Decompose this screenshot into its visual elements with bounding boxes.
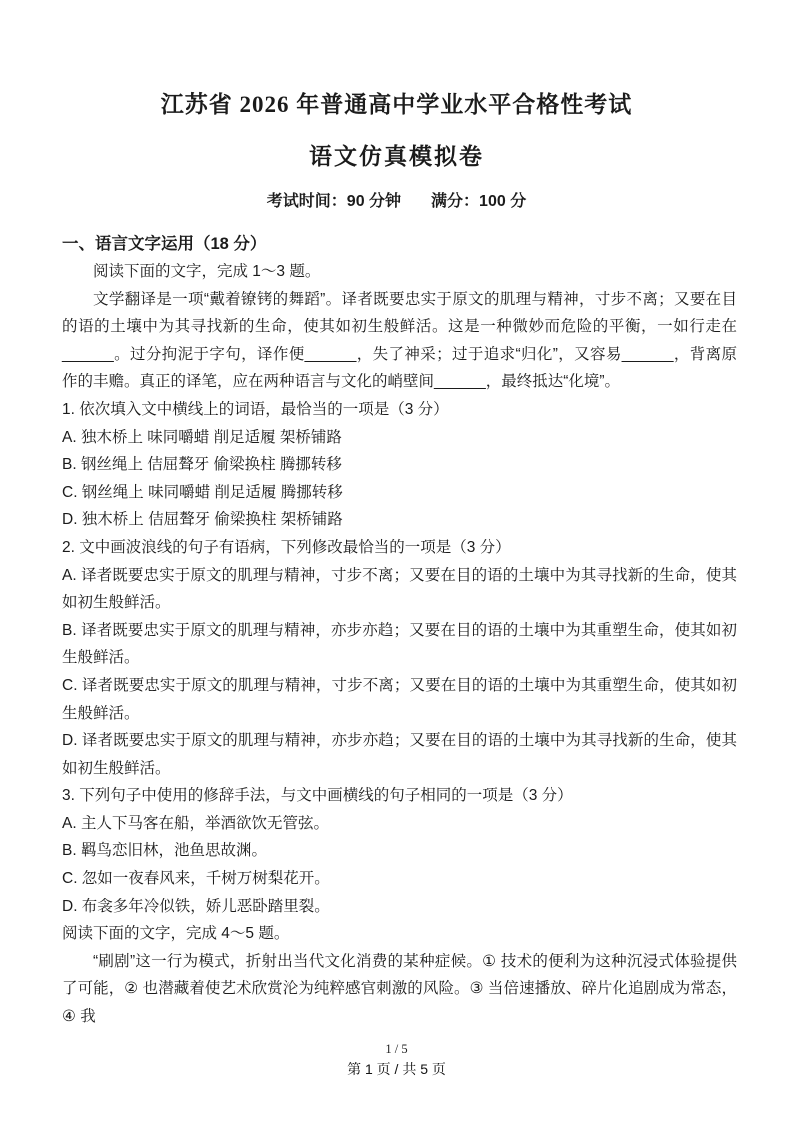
exam-time: 考试时间：90 分钟	[266, 193, 402, 210]
section-1-heading: 一、语言文字运用（18 分）	[62, 235, 267, 253]
question-3-option-b: B. 羁鸟恋旧林，池鱼思故渊。	[62, 842, 267, 860]
exam-header	[0, 0, 793, 213]
question-1-option-b: B. 钢丝绳上 佶屈聱牙 偷梁换柱 腾挪转移	[62, 456, 342, 474]
exam-meta	[0, 191, 793, 213]
page-fraction: 1 / 5	[385, 1041, 408, 1056]
question-2-stem: 2. 文中画波浪线的句子有语病，下列修改最恰当的一项是（3 分）	[62, 538, 511, 556]
page-subtitle: 语文仿真模拟卷	[309, 144, 484, 169]
passage-1: 文学翻译是一项“戴着镣铐的舞蹈”。译者既要忠实于原文的肌理与精神，寸步不离；又要在目的语的土壤中为其寻找新的生命，使其如初生般鲜活。这是一种微妙而危险的平衡，一如行走在______。过分拘泥于字句，译作便______，失了神采；过于追求“归化”，又容易______，背离原作的丰赡。真正的译笔，应在两种语言与文化的峭壁间______，最终抵达“化境”。	[62, 290, 737, 391]
reading-intro-2: 阅读下面的文字，完成 4～5 题。	[62, 925, 290, 943]
question-1-option-a: A. 独木桥上 味同嚼蜡 削足适履 架桥铺路	[62, 428, 342, 446]
question-3-option-a: A. 主人下马客在船，举酒欲饮无管弦。	[62, 814, 329, 832]
question-1-option-c: C. 钢丝绳上 味同嚼蜡 削足适履 腾挪转移	[62, 483, 343, 501]
exam-full-score: 满分：100 分	[431, 193, 527, 210]
question-3-option-d: D. 布衾多年冷似铁，娇儿恶卧踏里裂。	[62, 897, 330, 915]
exam-body	[62, 230, 737, 1031]
question-3-stem: 3. 下列句子中使用的修辞手法，与文中画横线的句子相同的一项是（3 分）	[62, 787, 573, 805]
page-footer	[0, 1043, 793, 1077]
question-1-stem: 1. 依次填入文中横线上的词语，最恰当的一项是（3 分）	[62, 400, 449, 418]
question-2-option-a: A. 译者既要忠实于原文的肌理与精神，寸步不离；又要在目的语的土壤中为其寻找新的生命，使其如初生般鲜活。	[62, 566, 737, 612]
question-1-option-d: D. 独木桥上 佶屈聱牙 偷梁换柱 架桥铺路	[62, 511, 343, 529]
question-2-option-b: B. 译者既要忠实于原文的肌理与精神，亦步亦趋；又要在目的语的土壤中为其重塑生命，使其如初生般鲜活。	[62, 621, 737, 667]
page-title: 江苏省 2026 年普通高中学业水平合格性考试	[160, 92, 633, 117]
question-2-option-c: C. 译者既要忠实于原文的肌理与精神，寸步不离；又要在目的语的土壤中为其重塑生命，使其如初生般鲜活。	[62, 676, 737, 722]
question-2-option-d: D. 译者既要忠实于原文的肌理与精神，亦步亦趋；又要在目的语的土壤中为其寻找新的生命，使其如初生般鲜活。	[62, 732, 737, 777]
reading-intro-1: 阅读下面的文字，完成 1～3 题。	[93, 263, 321, 280]
question-3-option-c: C. 忽如一夜春风来，千树万树梨花开。	[62, 870, 330, 888]
page-number-label: 第 1 页 / 共 5 页	[347, 1061, 446, 1077]
passage-2: “刷剧”这一行为模式，折射出当代文化消费的某种症候。① 技术的便利为这种沉浸式体验提供了可能，② 也潜藏着使艺术欣赏沦为纯粹感官刺激的风险。③ 当倍速播放、碎片化追剧成为常态，④ 我	[62, 952, 737, 1026]
